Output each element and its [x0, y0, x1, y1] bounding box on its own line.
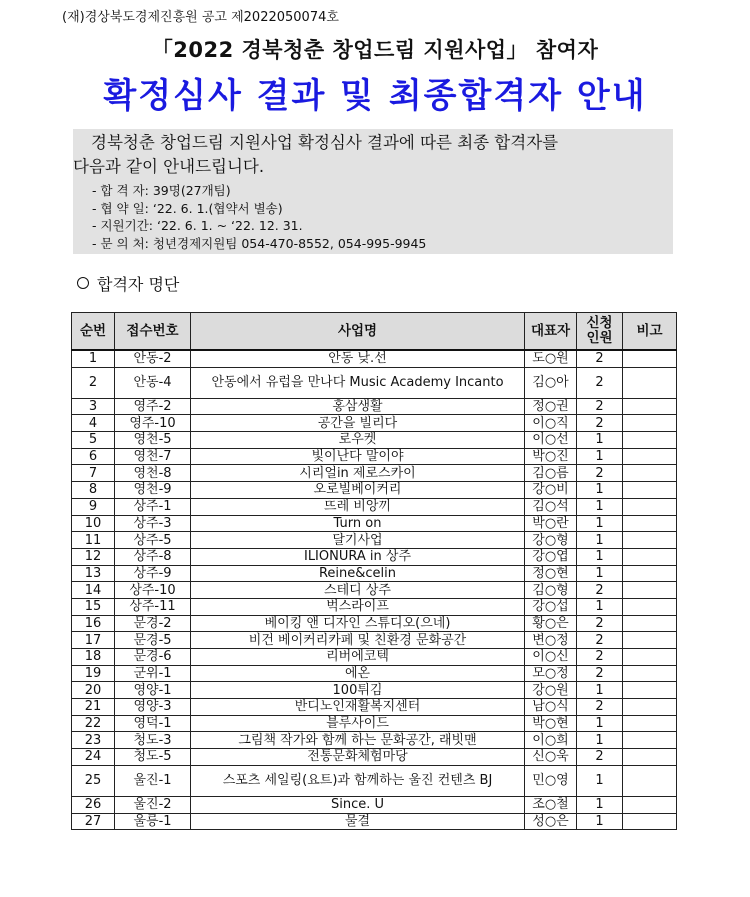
cell-representative: 도○원	[525, 350, 577, 367]
cell-no: 24	[72, 749, 115, 766]
cell-no: 23	[72, 732, 115, 749]
cell-headcount: 2	[577, 350, 623, 367]
table-row	[72, 665, 677, 682]
table-row	[72, 765, 677, 796]
cell-headcount: 2	[577, 415, 623, 432]
cell-headcount: 1	[577, 532, 623, 549]
cell-note	[623, 796, 677, 813]
cell-no: 6	[72, 448, 115, 465]
summary-box	[73, 129, 673, 254]
cell-no: 1	[72, 350, 115, 367]
cell-business-name: 그림책 작가와 함께 하는 문화공간, 래빗맨	[191, 732, 525, 749]
cell-representative: 박○현	[525, 715, 577, 732]
detail-item-agreement-date: - 협 약 일: ‘22. 6. 1.(협약서 별송)	[92, 200, 283, 216]
cell-representative: 민○영	[525, 765, 577, 796]
table-row	[72, 649, 677, 666]
cell-no: 10	[72, 515, 115, 532]
cell-business-name: Reine&celin	[191, 565, 525, 582]
table-row	[72, 598, 677, 615]
cell-headcount: 2	[577, 632, 623, 649]
cell-headcount: 2	[577, 749, 623, 766]
cell-application-id: 안동-4	[115, 367, 191, 398]
cell-headcount: 1	[577, 682, 623, 699]
cell-headcount: 2	[577, 582, 623, 599]
notice-number: (재)경상북도경제진흥원 공고 제2022050074호	[62, 10, 339, 25]
table-row	[72, 615, 677, 632]
cell-representative: 모○정	[525, 665, 577, 682]
cell-representative: 김○석	[525, 498, 577, 515]
cell-application-id: 영천-5	[115, 432, 191, 449]
cell-application-id: 상주-1	[115, 498, 191, 515]
cell-no: 7	[72, 465, 115, 482]
passers-table	[71, 312, 677, 830]
cell-headcount: 1	[577, 765, 623, 796]
cell-no: 16	[72, 615, 115, 632]
cell-application-id: 울진-1	[115, 765, 191, 796]
cell-business-name: 반디노인재활복지센터	[191, 699, 525, 716]
section-title: 합격자 명단	[97, 275, 180, 294]
circle-bullet-icon	[77, 277, 89, 289]
cell-business-name: 스포츠 세일링(요트)과 함께하는 울진 컨텐츠 BJ	[191, 765, 525, 796]
cell-business-name: 물결	[191, 813, 525, 830]
cell-no: 21	[72, 699, 115, 716]
cell-application-id: 영천-9	[115, 482, 191, 499]
cell-headcount: 2	[577, 665, 623, 682]
cell-headcount: 2	[577, 699, 623, 716]
table-row	[72, 498, 677, 515]
cell-headcount: 1	[577, 448, 623, 465]
cell-note	[623, 749, 677, 766]
cell-headcount: 2	[577, 398, 623, 415]
cell-no: 22	[72, 715, 115, 732]
cell-representative: 김○름	[525, 465, 577, 482]
cell-headcount: 2	[577, 367, 623, 398]
cell-application-id: 상주-9	[115, 565, 191, 582]
cell-representative: 정○권	[525, 398, 577, 415]
detail-item-support-period: - 지원기간: ‘22. 6. 1. ~ ‘22. 12. 31.	[92, 218, 303, 234]
cell-business-name: 홍삼생활	[191, 398, 525, 415]
cell-headcount: 1	[577, 715, 623, 732]
cell-no: 27	[72, 813, 115, 830]
cell-business-name: 오로빌베이커리	[191, 482, 525, 499]
cell-headcount: 1	[577, 482, 623, 499]
cell-note	[623, 765, 677, 796]
cell-note	[623, 532, 677, 549]
cell-no: 15	[72, 598, 115, 615]
cell-representative: 박○진	[525, 448, 577, 465]
cell-note	[623, 665, 677, 682]
cell-note	[623, 515, 677, 532]
cell-application-id: 영양-3	[115, 699, 191, 716]
cell-business-name: 안동에서 유럽을 만나다 Music Academy Incanto	[191, 367, 525, 398]
cell-business-name: 뜨레 비앙끼	[191, 498, 525, 515]
cell-no: 13	[72, 565, 115, 582]
cell-headcount: 1	[577, 432, 623, 449]
cell-application-id: 영천-7	[115, 448, 191, 465]
table-row	[72, 515, 677, 532]
cell-no: 19	[72, 665, 115, 682]
detail-list	[92, 182, 426, 252]
cell-no: 20	[72, 682, 115, 699]
header-no: 순번	[72, 313, 115, 351]
cell-application-id: 군위-1	[115, 665, 191, 682]
cell-note	[623, 448, 677, 465]
cell-application-id: 영주-2	[115, 398, 191, 415]
cell-representative: 강○엽	[525, 548, 577, 565]
cell-application-id: 영천-8	[115, 465, 191, 482]
cell-business-name: 달기사업	[191, 532, 525, 549]
cell-representative: 남○식	[525, 699, 577, 716]
cell-note	[623, 598, 677, 615]
cell-representative: 김○아	[525, 367, 577, 398]
cell-application-id: 상주-11	[115, 598, 191, 615]
cell-representative: 김○형	[525, 582, 577, 599]
cell-application-id: 상주-10	[115, 582, 191, 599]
cell-note	[623, 565, 677, 582]
intro-line-1: 경북청춘 창업드림 지원사업 확정심사 결과에 따른 최종 합격자를	[91, 133, 559, 152]
cell-representative: 강○비	[525, 482, 577, 499]
cell-representative: 이○신	[525, 649, 577, 666]
cell-note	[623, 548, 677, 565]
cell-representative: 황○은	[525, 615, 577, 632]
cell-note	[623, 398, 677, 415]
cell-representative: 이○직	[525, 415, 577, 432]
cell-representative: 신○욱	[525, 749, 577, 766]
cell-representative: 강○형	[525, 532, 577, 549]
cell-business-name: 에온	[191, 665, 525, 682]
title-line-1: 「2022 경북청춘 창업드림 지원사업」 참여자	[151, 38, 599, 62]
cell-application-id: 문경-5	[115, 632, 191, 649]
cell-business-name: 전통문화체험마당	[191, 749, 525, 766]
title-line-2: 확정심사 결과 및 최종합격자 안내	[103, 76, 647, 116]
cell-business-name: Turn on	[191, 515, 525, 532]
table-row	[72, 632, 677, 649]
cell-application-id: 울진-2	[115, 796, 191, 813]
table-row	[72, 565, 677, 582]
cell-no: 3	[72, 398, 115, 415]
cell-headcount: 1	[577, 796, 623, 813]
table-row	[72, 548, 677, 565]
table-row	[72, 398, 677, 415]
section-heading	[77, 272, 179, 295]
cell-headcount: 1	[577, 548, 623, 565]
cell-representative: 강○섭	[525, 598, 577, 615]
cell-no: 5	[72, 432, 115, 449]
cell-headcount: 1	[577, 598, 623, 615]
cell-representative: 이○희	[525, 732, 577, 749]
cell-business-name: 100튀김	[191, 682, 525, 699]
cell-application-id: 영주-10	[115, 415, 191, 432]
table-row	[72, 796, 677, 813]
cell-no: 9	[72, 498, 115, 515]
cell-no: 12	[72, 548, 115, 565]
cell-note	[623, 813, 677, 830]
cell-application-id: 영덕-1	[115, 715, 191, 732]
table-row	[72, 367, 677, 398]
cell-application-id: 울릉-1	[115, 813, 191, 830]
cell-headcount: 1	[577, 813, 623, 830]
cell-representative: 조○철	[525, 796, 577, 813]
cell-headcount: 1	[577, 498, 623, 515]
cell-note	[623, 732, 677, 749]
table-row	[72, 465, 677, 482]
cell-business-name: 공간을 빌리다	[191, 415, 525, 432]
cell-business-name: 안동 낮.선	[191, 350, 525, 367]
cell-application-id: 문경-2	[115, 615, 191, 632]
cell-no: 26	[72, 796, 115, 813]
cell-application-id: 청도-5	[115, 749, 191, 766]
table-row	[72, 732, 677, 749]
cell-application-id: 상주-3	[115, 515, 191, 532]
header-business-name: 사업명	[191, 313, 525, 351]
table-row	[72, 432, 677, 449]
cell-application-id: 상주-5	[115, 532, 191, 549]
cell-no: 4	[72, 415, 115, 432]
cell-note	[623, 415, 677, 432]
intro-text	[73, 131, 671, 179]
intro-line-2: 다음과 같이 안내드립니다.	[73, 157, 265, 176]
cell-business-name: 베이킹 앤 디자인 스튜디오(으네)	[191, 615, 525, 632]
cell-headcount: 1	[577, 565, 623, 582]
table-row	[72, 715, 677, 732]
table-row	[72, 682, 677, 699]
cell-note	[623, 632, 677, 649]
cell-business-name: 스테디 상주	[191, 582, 525, 599]
cell-note	[623, 582, 677, 599]
cell-representative: 변○정	[525, 632, 577, 649]
cell-business-name: 빛이난다 말이야	[191, 448, 525, 465]
cell-representative: 정○현	[525, 565, 577, 582]
cell-note	[623, 682, 677, 699]
detail-item-passers: - 합 격 자: 39명(27개팀)	[92, 183, 231, 198]
cell-business-name: 로우켓	[191, 432, 525, 449]
header-headcount: 신청 인원	[577, 313, 623, 351]
table-row	[72, 699, 677, 716]
cell-no: 8	[72, 482, 115, 499]
cell-representative: 강○원	[525, 682, 577, 699]
cell-no: 11	[72, 532, 115, 549]
cell-note	[623, 649, 677, 666]
cell-note	[623, 350, 677, 367]
cell-note	[623, 367, 677, 398]
cell-headcount: 2	[577, 649, 623, 666]
cell-representative: 박○란	[525, 515, 577, 532]
cell-application-id: 영양-1	[115, 682, 191, 699]
cell-business-name: ILIONURA in 상주	[191, 548, 525, 565]
cell-representative: 성○은	[525, 813, 577, 830]
cell-note	[623, 432, 677, 449]
cell-note	[623, 465, 677, 482]
cell-business-name: Since. U	[191, 796, 525, 813]
header-application-id: 접수번호	[115, 313, 191, 351]
cell-headcount: 2	[577, 615, 623, 632]
cell-headcount: 1	[577, 732, 623, 749]
cell-business-name: 비건 베이커리카페 및 친환경 문화공간	[191, 632, 525, 649]
cell-business-name: 리버에코텍	[191, 649, 525, 666]
table-header-row	[72, 313, 677, 351]
table-row	[72, 350, 677, 367]
table-row	[72, 813, 677, 830]
table-row	[72, 448, 677, 465]
cell-application-id: 문경-6	[115, 649, 191, 666]
table-row	[72, 749, 677, 766]
header-note: 비고	[623, 313, 677, 351]
table-row	[72, 532, 677, 549]
cell-note	[623, 498, 677, 515]
cell-no: 2	[72, 367, 115, 398]
table-row	[72, 482, 677, 499]
cell-no: 25	[72, 765, 115, 796]
cell-no: 17	[72, 632, 115, 649]
cell-application-id: 안동-2	[115, 350, 191, 367]
cell-application-id: 상주-8	[115, 548, 191, 565]
cell-representative: 이○선	[525, 432, 577, 449]
header-representative: 대표자	[525, 313, 577, 351]
cell-no: 18	[72, 649, 115, 666]
detail-item-contact: - 문 의 처: 청년경제지원팀 054-470-8552, 054-995-9945	[92, 235, 427, 251]
cell-headcount: 1	[577, 515, 623, 532]
cell-note	[623, 699, 677, 716]
cell-business-name: 벅스라이프	[191, 598, 525, 615]
cell-note	[623, 615, 677, 632]
cell-application-id: 청도-3	[115, 732, 191, 749]
cell-headcount: 2	[577, 465, 623, 482]
cell-note	[623, 482, 677, 499]
table-row	[72, 582, 677, 599]
cell-no: 14	[72, 582, 115, 599]
table-row	[72, 415, 677, 432]
cell-business-name: 시리얼in 제로스카이	[191, 465, 525, 482]
cell-business-name: 블루사이드	[191, 715, 525, 732]
cell-note	[623, 715, 677, 732]
